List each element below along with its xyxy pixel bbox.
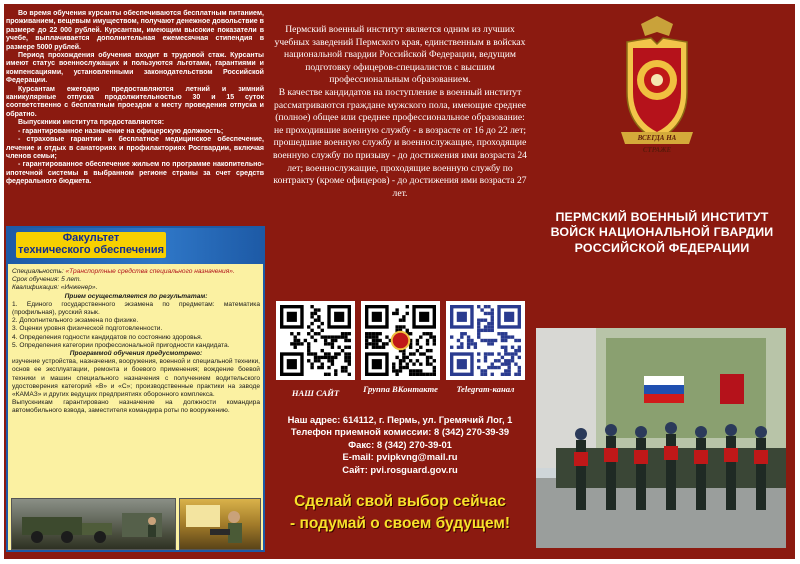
faculty-title	[16, 232, 166, 256]
qualification: Квалификация: «Инженер».	[12, 284, 98, 292]
contacts-block	[271, 414, 529, 476]
faculty-title-line: технического обеспечения	[17, 244, 165, 256]
faculty-ribbon	[8, 228, 263, 264]
qr-code-icon	[280, 305, 351, 376]
benefits-paragraph: Период прохождения обучения входит в трудовой стаж. Курсанты имеют статус военнослужащих и пользуются льготами, гарантиями и компенсациями, установленными законодательством Российской Федерации.	[6, 52, 264, 85]
admission-item: 5. Определения категории профессиональной пригодности кандидата.	[12, 341, 230, 349]
specialty-value: «Транспортные средства специального назначения».	[65, 268, 235, 275]
vehicle-class-photo	[11, 498, 176, 550]
slogan-line: - подумай о своем будущем!	[289, 515, 510, 532]
specialty-label: Специальность:	[12, 268, 64, 275]
admission-phone[interactable]: Телефон приемной комиссии: 8 (342) 270-39-39	[290, 426, 510, 438]
study-term: Срок обучения: 5 лет.	[12, 276, 82, 284]
qr-code-icon	[450, 305, 521, 376]
simulator-photo	[179, 498, 261, 550]
institute-name-line: РОССИЙСКОЙ ФЕДЕРАЦИИ	[574, 240, 750, 255]
admission-item: 2. Дополнительного экзамена по физике.	[12, 317, 139, 325]
telegram-qr-label: Telegram-канал	[456, 384, 515, 394]
telegram-qr-code[interactable]	[446, 301, 525, 380]
admission-item: 1. Единого государственного экзамена по предметам: математика (профильная), русский язык.	[12, 300, 260, 317]
faculty-panel	[6, 226, 265, 552]
parade-photo	[536, 328, 786, 548]
admission-item: 4. Определения годности кандидатов по состоянию здоровья.	[12, 333, 203, 341]
program-heading: Программой обучения предусмотрено:	[69, 350, 203, 358]
slogan-line: Сделай свой выбор сейчас	[294, 493, 506, 510]
vehicle-photo-art	[12, 499, 175, 549]
candidates-paragraph: В качестве кандидатов на поступление в военный институт рассматриваются граждане мужского пола, имеющие среднее (полное) общее или среднее профессиональное образование: не проходившие военную службу - в возрасте от 16 до 22 лет; прошедшие военную службу и военнослужащие, проходящие военную службу по призыву - до достижения ими возраста 24 лет; военнослужащие, проходящие военную службу по контракту (кроме офицеров) - до достижения ими возраста 27 лет.	[273, 86, 527, 199]
vk-qr-label: Группа ВКонтакте	[363, 384, 438, 394]
institute-name-line: ВОЙСК НАЦИОНАЛЬНОЙ ГВАРДИИ	[550, 225, 774, 240]
institute-name-line: ПЕРМСКИЙ ВОЕННЫЙ ИНСТИТУТ	[555, 210, 769, 224]
graduates-item: - гарантированное назначение на офицерскую должность;	[18, 127, 224, 135]
site-qr-label: НАШ САЙТ	[291, 388, 340, 398]
simulator-photo-art	[180, 499, 260, 549]
emblem-motto: ВСЕГДА НА СТРАЖЕ	[637, 134, 677, 154]
vk-qr-code[interactable]	[361, 301, 440, 380]
email-link[interactable]: E-mail: pvipkvng@mail.ru	[342, 451, 458, 463]
faculty-title-line: Факультет	[62, 232, 120, 244]
parade-photo-art	[536, 328, 786, 548]
slogan	[271, 491, 529, 535]
about-paragraph: Пермский военный институт является одним из лучших учебных заведений Пермского края, единственным в войсках национальной гвардии Российской Федерации, ведущим подготовку офицеров-специалистов с высшим профессиональным образованием.	[274, 24, 526, 86]
graduates-heading: Выпускники института предоставляются:	[18, 119, 165, 127]
graduates-item: - страховые гарантии и бесплатное медицинское обеспечение, лечение и отдых в санаториях и профилакториях Росгвардии, включая членов семьи;	[6, 136, 264, 160]
admission-item: 3. Оценки уровня физической подготовленности.	[12, 325, 163, 333]
program-text: изучение устройства, назначения, вооружения, военной и специальной техники, основ ее эксплуатации, ремонта и боевого применения; вождение боевой техники и машин специального назначения с получением водительского удостоверения категорий «В» и «С»; производственные практики на заводе «КАМАЗ» и других ведущих предприятиях оборонного комплекса.	[12, 358, 260, 399]
benefits-paragraph: Во время обучения курсанты обеспечиваются бесплатным питанием, проживанием, вещевым имуществом, получают денежное довольствие в размере до 22 000 рублей. Курсантам, имеющим высокие показатели в учебе, выплачивается дополнительная ежемесячная стипендия в размере 5000 рублей.	[6, 10, 264, 51]
address: Наш адрес: 614112, г. Пермь, ул. Гремячий Лог, 1	[287, 414, 513, 425]
fax: Факс: 8 (342) 270-39-01	[348, 438, 452, 450]
site-link[interactable]: Сайт: pvi.rosguard.gov.ru	[342, 463, 458, 475]
graduates-assignment: Выпускникам гарантировано назначение на должности командира автомобильного взвода, заместителя командира роты по вооружению.	[12, 399, 260, 415]
admission-heading: Прием осуществляется по результатам:	[64, 292, 208, 300]
institute-name	[540, 210, 784, 256]
benefits-text	[6, 10, 264, 224]
benefits-paragraph: Курсантам ежегодно предоставляются летний и зимний каникулярные отпуска продолжительностью 30 и 15 суток соответственно с бесплатным проездом к месту проведения отпуска и обратно.	[6, 85, 264, 118]
about-institute-text	[271, 24, 529, 200]
faculty-text	[12, 268, 260, 416]
graduates-item: - гарантированное обеспечение жильем по программе накопительно-ипотечной системы в выбранном регионе страны за счет средств федерального бюджета.	[6, 161, 264, 186]
site-qr-code[interactable]	[276, 301, 355, 380]
qr-code-icon	[365, 305, 436, 376]
rosgvardia-emblem	[611, 14, 703, 152]
